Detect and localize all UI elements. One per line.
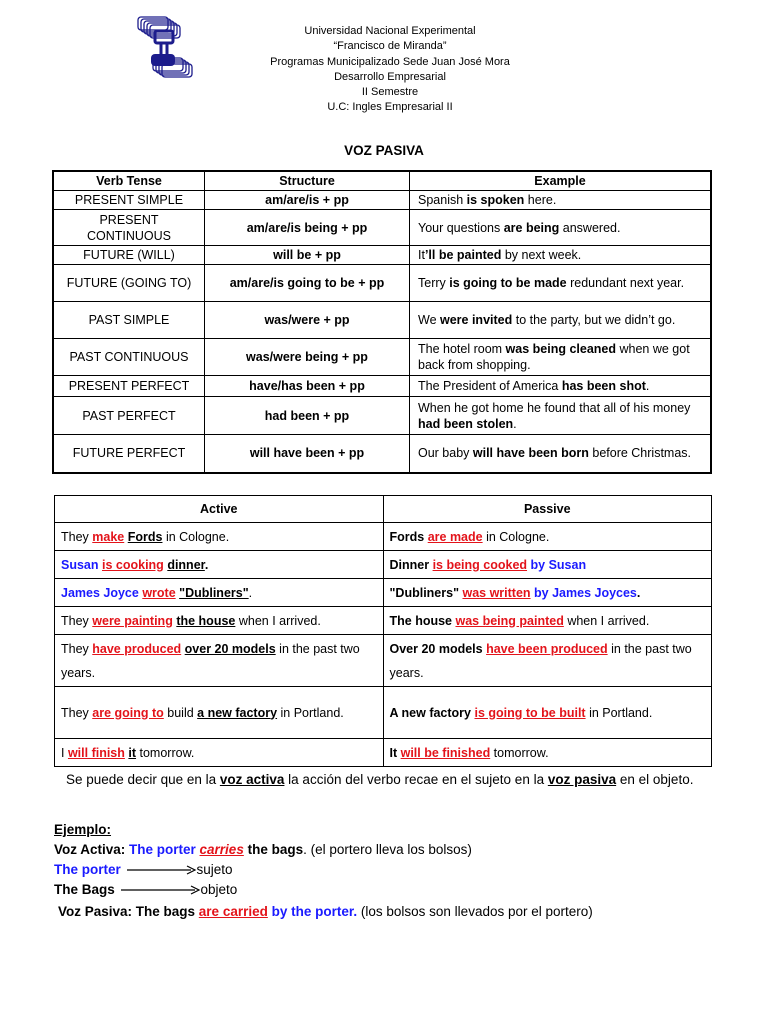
example-cell: The President of America has been shot.: [410, 376, 712, 397]
institution-header: [230, 24, 550, 116]
example-cell: The hotel room was being cleaned when we got back from shopping.: [410, 339, 712, 376]
table-row: [53, 339, 711, 376]
structure-cell: have/has been + pp: [205, 376, 410, 397]
table-row: [53, 246, 711, 265]
column-header: Passive: [383, 496, 712, 523]
passive-cell: A new factory is going to be built in Portland.: [383, 687, 712, 739]
arrow-right-icon: [119, 885, 201, 895]
example-heading: Ejemplo:: [54, 822, 112, 837]
explanation-paragraph: Se puede decir que en la voz activa la acción del verbo recae en el sujeto en la voz pasiva en el objeto.: [66, 772, 694, 787]
active-cell: James Joyce wrote "Dubliners".: [55, 579, 384, 607]
table-row: [53, 435, 711, 473]
structure-cell: am/are/is + pp: [205, 191, 410, 210]
table-row: [55, 551, 712, 579]
page-title: VOZ PASIVA: [344, 143, 424, 158]
header-line: “Francisco de Miranda”: [333, 40, 447, 53]
tense-cell: PAST CONTINUOUS: [53, 339, 205, 376]
table-row: [55, 579, 712, 607]
passive-cell: "Dubliners" was written by James Joyces.: [383, 579, 712, 607]
structure-cell: was/were being + pp: [205, 339, 410, 376]
active-cell: They make Fords in Cologne.: [55, 523, 384, 551]
university-logo-icon: [136, 16, 196, 78]
tense-cell: FUTURE (GOING TO): [53, 265, 205, 302]
active-cell: I will finish it tomorrow.: [55, 739, 384, 767]
structure-cell: will have been + pp: [205, 435, 410, 473]
tense-cell: FUTURE PERFECT: [53, 435, 205, 473]
example-cell: Your questions are being answered.: [410, 210, 712, 246]
tense-cell: PRESENT CONTINUOUS: [53, 210, 205, 246]
verb-tense-table: [52, 170, 712, 474]
column-header: Structure: [205, 171, 410, 191]
tense-cell: PRESENT SIMPLE: [53, 191, 205, 210]
header-line: Desarrollo Empresarial: [334, 70, 446, 83]
example-cell: Spanish is spoken here.: [410, 191, 712, 210]
table-header-row: [53, 171, 711, 191]
example-cell: It’ll be painted by next week.: [410, 246, 712, 265]
passive-cell: The house was being painted when I arrived.: [383, 607, 712, 635]
header-line: Programas Municipalizado Sede Juan José Mora: [270, 55, 510, 68]
structure-cell: had been + pp: [205, 397, 410, 435]
table-row: [55, 523, 712, 551]
table-row: [53, 376, 711, 397]
example-cell: Terry is going to be made redundant next year.: [410, 265, 712, 302]
example-cell: We were invited to the party, but we didn’t go.: [410, 302, 712, 339]
active-passive-table: [54, 495, 712, 767]
tense-cell: PRESENT PERFECT: [53, 376, 205, 397]
active-voice-example: Voz Activa: The porter carries the bags. (el portero lleva los bolsos): [54, 842, 472, 857]
structure-cell: was/were + pp: [205, 302, 410, 339]
example-cell: Our baby will have been born before Christmas.: [410, 435, 712, 473]
passive-voice-example: Voz Pasiva: The bags are carried by the porter. (los bolsos son llevados por el portero): [58, 904, 593, 919]
table-row: [53, 191, 711, 210]
active-cell: They were painting the house when I arrived.: [55, 607, 384, 635]
table-header-row: [55, 496, 712, 523]
table-row: [53, 397, 711, 435]
structure-cell: will be + pp: [205, 246, 410, 265]
passive-cell: Over 20 models have been produced in the past two years.: [383, 635, 712, 687]
table-row: [55, 739, 712, 767]
column-header: Example: [410, 171, 712, 191]
column-header: Active: [55, 496, 384, 523]
tense-cell: PAST SIMPLE: [53, 302, 205, 339]
table-row: [53, 265, 711, 302]
header-line: Universidad Nacional Experimental: [304, 25, 476, 37]
structure-cell: am/are/is going to be + pp: [205, 265, 410, 302]
header-line: U.C: Ingles Empresarial II: [327, 101, 453, 114]
active-cell: Susan is cooking dinner.: [55, 551, 384, 579]
table-row: [55, 635, 712, 687]
arrow-right-icon: [125, 865, 197, 875]
passive-cell: It will be finished tomorrow.: [383, 739, 712, 767]
example-cell: When he got home he found that all of his money had been stolen.: [410, 397, 712, 435]
header-line: II Semestre: [361, 86, 419, 99]
table-row: [53, 210, 711, 246]
column-header: Verb Tense: [53, 171, 205, 191]
passive-cell: Fords are made in Cologne.: [383, 523, 712, 551]
tense-cell: PAST PERFECT: [53, 397, 205, 435]
passive-cell: Dinner is being cooked by Susan: [383, 551, 712, 579]
table-row: [55, 687, 712, 739]
tense-cell: FUTURE (WILL): [53, 246, 205, 265]
active-cell: They are going to build a new factory in Portland.: [55, 687, 384, 739]
active-cell: They have produced over 20 models in the past two years.: [55, 635, 384, 687]
object-line: The Bags objeto: [54, 882, 238, 897]
structure-cell: am/are/is being + pp: [205, 210, 410, 246]
table-row: [53, 302, 711, 339]
table-row: [55, 607, 712, 635]
subject-line: The porter sujeto: [54, 862, 233, 877]
